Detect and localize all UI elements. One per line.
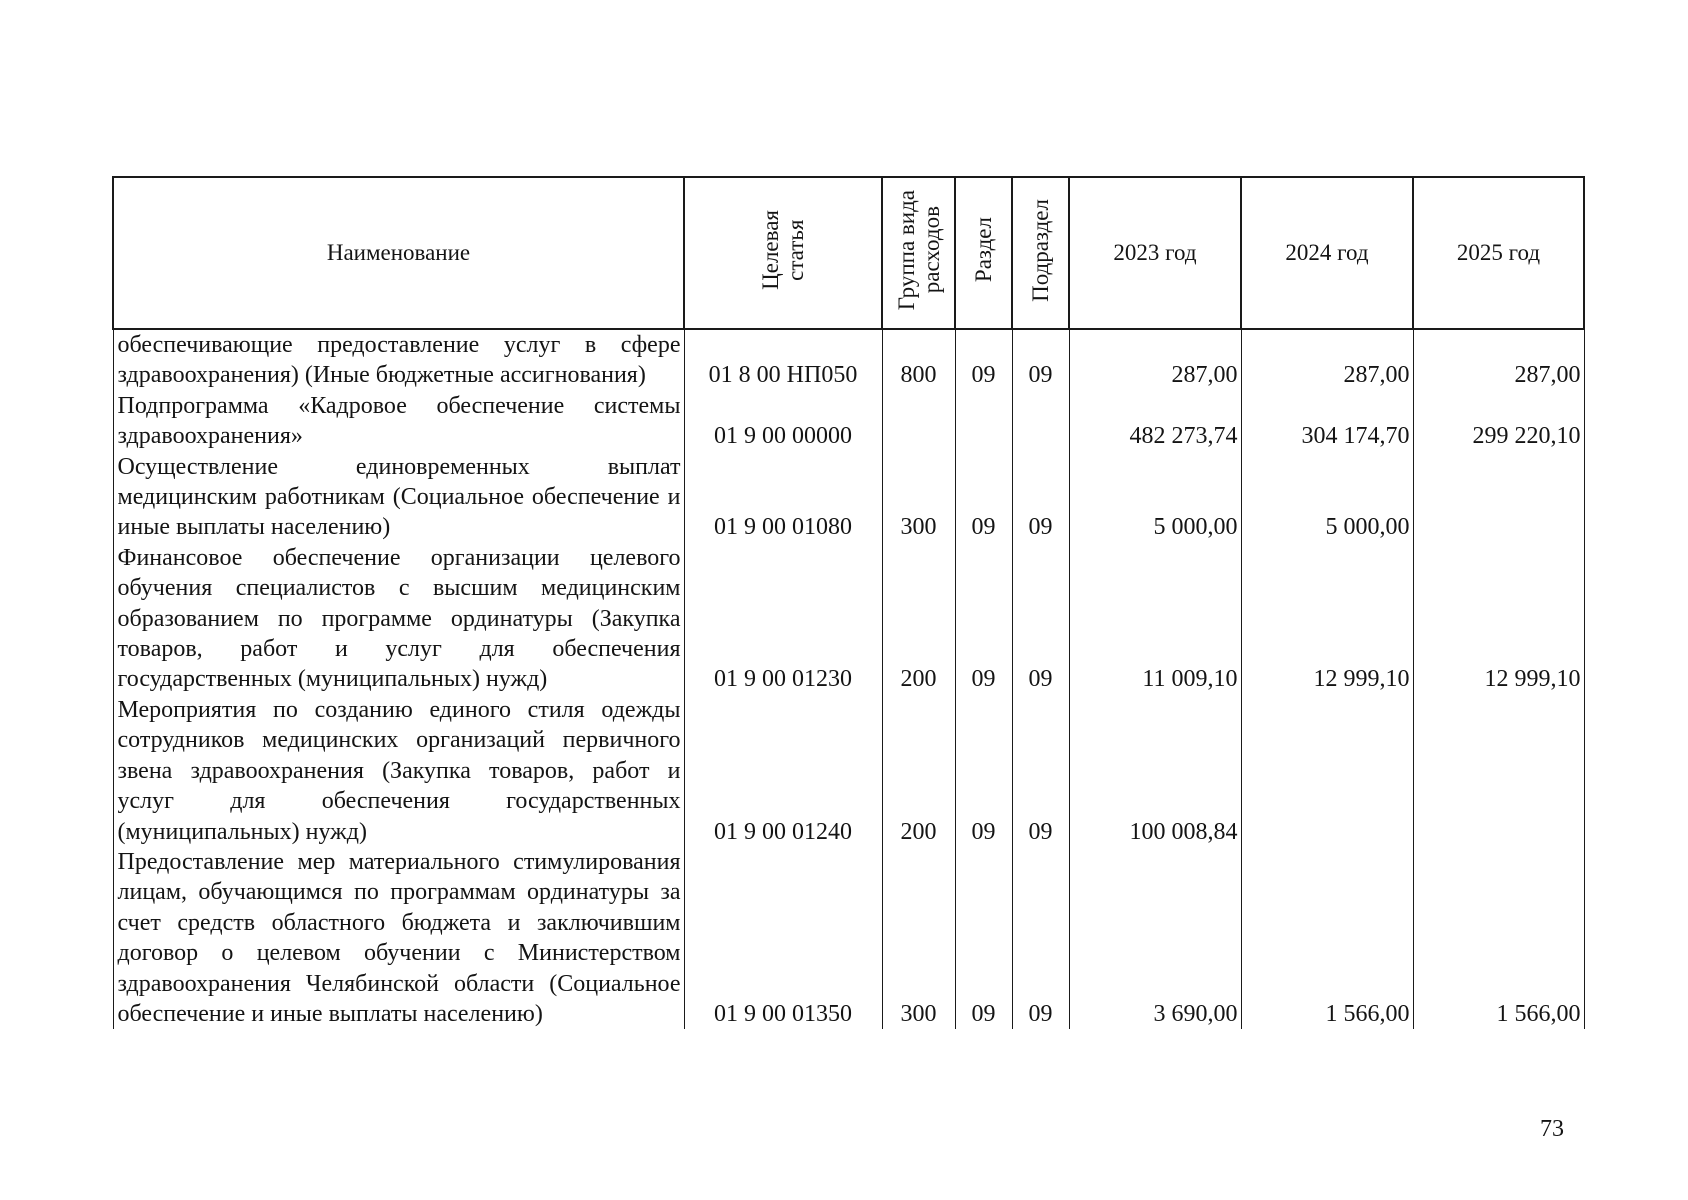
header-row [113, 177, 1584, 329]
row-2023: 287,00 [1069, 329, 1241, 391]
header-name: Наименование [113, 177, 684, 329]
row-2024: 287,00 [1241, 329, 1413, 391]
row-2025: 12 999,10 [1413, 543, 1584, 695]
row-2023: 482 273,74 [1069, 391, 1241, 452]
row-2024: 1 566,00 [1241, 847, 1413, 1029]
header-2025: 2025 год [1413, 177, 1584, 329]
row-subsection: 09 [1012, 695, 1069, 847]
table-row [113, 543, 1584, 695]
row-group: 200 [882, 695, 955, 847]
header-2024: 2024 год [1241, 177, 1413, 329]
row-target: 01 9 00 00000 [684, 391, 882, 452]
row-name: Финансовое обеспечение организации целевого обучения специалистов с высшим медицинским образованием по программе ординатуры (Закупка товаров, работ и услуг для обеспечения государственных (муниципальных) нужд) [113, 543, 684, 695]
row-section: 09 [955, 452, 1012, 543]
row-name: Мероприятия по созданию единого стиля одежды сотрудников медицинских организаций первичного звена здравоохранения (Закупка товаров, работ и услуг для обеспечения государственных (муниципальных) нужд) [113, 695, 684, 847]
row-group: 200 [882, 543, 955, 695]
table-row [113, 329, 1584, 391]
budget-table [112, 176, 1585, 1029]
row-target: 01 9 00 01350 [684, 847, 882, 1029]
row-section: 09 [955, 543, 1012, 695]
row-section: 09 [955, 695, 1012, 847]
row-2025 [1413, 452, 1584, 543]
row-section: 09 [955, 329, 1012, 391]
row-name: Предоставление мер материального стимулирования лицам, обучающимся по программам ординатуры за счет средств областного бюджета и заключившим договор о целевом обучении с Министерством здравоохранения Челябинской области (Социальное обеспечение и иные выплаты населению) [113, 847, 684, 1029]
row-2023: 100 008,84 [1069, 695, 1241, 847]
row-target: 01 9 00 01080 [684, 452, 882, 543]
row-subsection: 09 [1012, 543, 1069, 695]
row-subsection: 09 [1012, 329, 1069, 391]
table-row [113, 695, 1584, 847]
row-subsection: 09 [1012, 452, 1069, 543]
row-name: обеспечивающие предоставление услуг в сфере здравоохранения) (Иные бюджетные ассигнования) [113, 329, 684, 391]
row-group: 300 [882, 452, 955, 543]
row-group [882, 391, 955, 452]
row-2023: 11 009,10 [1069, 543, 1241, 695]
header-expense-group: Группа вида расходов [882, 177, 955, 329]
row-2025: 299 220,10 [1413, 391, 1584, 452]
row-2023: 3 690,00 [1069, 847, 1241, 1029]
row-section: 09 [955, 847, 1012, 1029]
row-2024: 5 000,00 [1241, 452, 1413, 543]
row-subsection: 09 [1012, 847, 1069, 1029]
page-number: 73 [1540, 1116, 1564, 1142]
row-name: Осуществление единовременных выплат медицинским работникам (Социальное обеспечение и иные выплаты населению) [113, 452, 684, 543]
row-name: Подпрограмма «Кадровое обеспечение системы здравоохранения» [113, 391, 684, 452]
row-group: 800 [882, 329, 955, 391]
row-2025: 287,00 [1413, 329, 1584, 391]
table-row [113, 452, 1584, 543]
row-2023: 5 000,00 [1069, 452, 1241, 543]
table-row [113, 847, 1584, 1029]
row-2024: 12 999,10 [1241, 543, 1413, 695]
row-subsection [1012, 391, 1069, 452]
row-target: 01 9 00 01230 [684, 543, 882, 695]
row-section [955, 391, 1012, 452]
row-2025 [1413, 695, 1584, 847]
row-target: 01 9 00 01240 [684, 695, 882, 847]
row-2024 [1241, 695, 1413, 847]
table-row [113, 391, 1584, 452]
row-2025: 1 566,00 [1413, 847, 1584, 1029]
header-2023: 2023 год [1069, 177, 1241, 329]
row-2024: 304 174,70 [1241, 391, 1413, 452]
header-section: Раздел [955, 177, 1012, 329]
header-target-article: Целевая статья [684, 177, 882, 329]
row-target: 01 8 00 НП050 [684, 329, 882, 391]
header-subsection: Подраздел [1012, 177, 1069, 329]
row-group: 300 [882, 847, 955, 1029]
